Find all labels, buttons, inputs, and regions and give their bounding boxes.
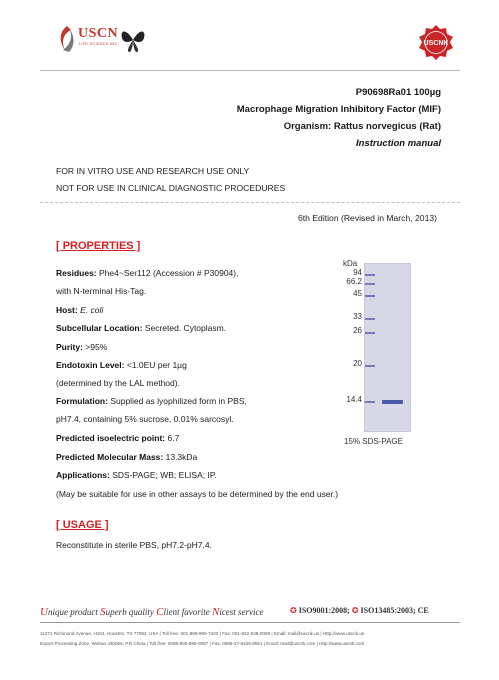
svg-text:USCNK: USCNK [423, 40, 449, 47]
iso13485-label: ISO13485:2003 [360, 606, 413, 615]
ladder-band [365, 332, 375, 334]
subcellular-label: Subcellular Location: [56, 323, 143, 333]
header-divider [40, 70, 460, 71]
slogan-word: icest service [219, 607, 264, 617]
gel-caption: 15% SDS-PAGE [344, 437, 403, 446]
purity-label: Purity: [56, 342, 83, 352]
applications-note: (May be suitable for use in other assays to be determined by the end user.) [56, 489, 339, 499]
slogan-word: lient favorite [163, 607, 212, 617]
formulation-value: Supplied as lyophilized form in PBS, [110, 396, 247, 406]
uscn-logo-subtext: LIFE SCIENCE INC. [79, 41, 119, 46]
ladder-band [365, 295, 375, 297]
formulation-row [56, 396, 247, 406]
isoelectric-point-value: 6.7 [167, 433, 180, 443]
ladder-band [365, 365, 375, 367]
butterfly-icon [118, 26, 148, 54]
gel-marker-label: 94 [353, 268, 362, 277]
certification-icon: ✪ [351, 606, 359, 615]
uscnk-seal-logo [416, 23, 456, 61]
gel-marker-label: 26 [353, 326, 362, 335]
subcellular-value: Secreted. Cytoplasm. [144, 323, 227, 333]
usage-text: Reconstitute in sterile PBS, pH7.2-pH7.4. [56, 540, 212, 550]
edition-text: 6th Edition (Revised in March, 2013) [297, 213, 437, 223]
footer-divider [40, 622, 460, 623]
research-use-notice: FOR IN VITRO USE AND RESEARCH USE ONLY [56, 166, 250, 176]
endotoxin-label: Endotoxin Level: [56, 360, 125, 370]
residues-label: Residues: [56, 268, 97, 278]
china-address-line: Export Processing Zone, Wuhan 430056, P.R.China | Toll free: 0086-800-880-0087 | Fax: 0086-27-8425-9551 | Email: mail@uscnk.com | Http://www.uscnk.com [40, 641, 365, 646]
product-code: P90698Ra01 100µg [355, 87, 441, 98]
sds-page-gel-image [364, 263, 411, 432]
host-row [56, 305, 103, 315]
protein-band [382, 400, 403, 404]
gel-marker-label: 14.4 [346, 395, 362, 404]
ladder-band [365, 283, 375, 285]
host-value: E. coli [80, 305, 104, 315]
host-label: Host: [56, 305, 78, 315]
usage-heading: [ USAGE ] [56, 519, 109, 531]
properties-heading: [ PROPERTIES ] [56, 240, 141, 252]
applications-value: SDS-PAGE; WB; ELISA; IP. [112, 470, 217, 480]
residues-row [56, 268, 238, 278]
purity-row [56, 342, 107, 352]
endotoxin-value-cont: (determined by the LAL method). [56, 378, 180, 388]
gel-marker-label: 33 [353, 312, 362, 321]
slogan-word: uperb quality [105, 607, 157, 617]
company-slogan [40, 606, 264, 618]
slogan-initial: U [40, 606, 48, 618]
endotoxin-value: <1.0EU per 1µg [126, 360, 187, 370]
ladder-band [365, 401, 375, 403]
subcellular-row [56, 323, 226, 333]
notice-divider [40, 202, 460, 203]
clinical-use-notice: NOT FOR USE IN CLINICAL DIAGNOSTIC PROCEDURES [56, 183, 286, 193]
product-name: Macrophage Migration Inhibitory Factor (MIF) [236, 104, 441, 115]
molecular-mass-value: 13.3kDa [165, 452, 198, 462]
ce-mark: CE [417, 606, 429, 615]
gel-unit-label: kDa [343, 259, 358, 268]
gel-marker-label: 66.2 [346, 277, 362, 286]
uscn-logo-icon [55, 24, 79, 54]
residues-value-cont: with N-terminal His-Tag. [56, 286, 147, 296]
ladder-band [365, 318, 375, 320]
slogan-word: nique product [47, 607, 101, 617]
endotoxin-row [56, 360, 187, 370]
certification-icon: ✪ [290, 606, 297, 615]
isoelectric-point-label: Predicted isoelectric point: [56, 433, 166, 443]
applications-row [56, 470, 217, 480]
residues-value: Phe4~Ser112 (Accession # P30904), [99, 268, 239, 278]
us-address-line: 11271 Richmond Avenue, H104, Houston, TX 77082, USA | Toll free: 001-888-960-7402 | Fax: 001-832-538-0088 | Email: mail@uscnk.us | Http://www.uscnk.us [40, 631, 365, 636]
purity-value: >95% [85, 342, 108, 352]
molecular-mass-row [56, 452, 197, 462]
ladder-band [365, 274, 375, 276]
slogan-initial: C [156, 606, 164, 618]
instruction-manual-title: Instruction manual [356, 138, 441, 149]
uscn-logo-text: USCN [78, 26, 119, 41]
formulation-label: Formulation: [56, 396, 108, 406]
molecular-mass-label: Predicted Molecular Mass: [56, 452, 164, 462]
isoelectric-point-row [56, 433, 179, 443]
slogan-initial: S [100, 606, 106, 618]
gel-marker-label: 45 [353, 289, 362, 298]
gel-marker-label: 20 [353, 359, 362, 368]
product-organism: Organism: Rattus norvegicus (Rat) [283, 121, 441, 132]
formulation-value-cont: pH7.4, containing 5% sucrose, 0.01% sarcosyl. [56, 414, 234, 424]
slogan-initial: N [211, 606, 220, 618]
iso9001-label: ISO9001:2008 [298, 606, 348, 615]
applications-label: Applications: [56, 470, 110, 480]
iso-certifications: ✪ ISO9001:2008; ✪ ISO13485:2003; CE [290, 606, 429, 615]
